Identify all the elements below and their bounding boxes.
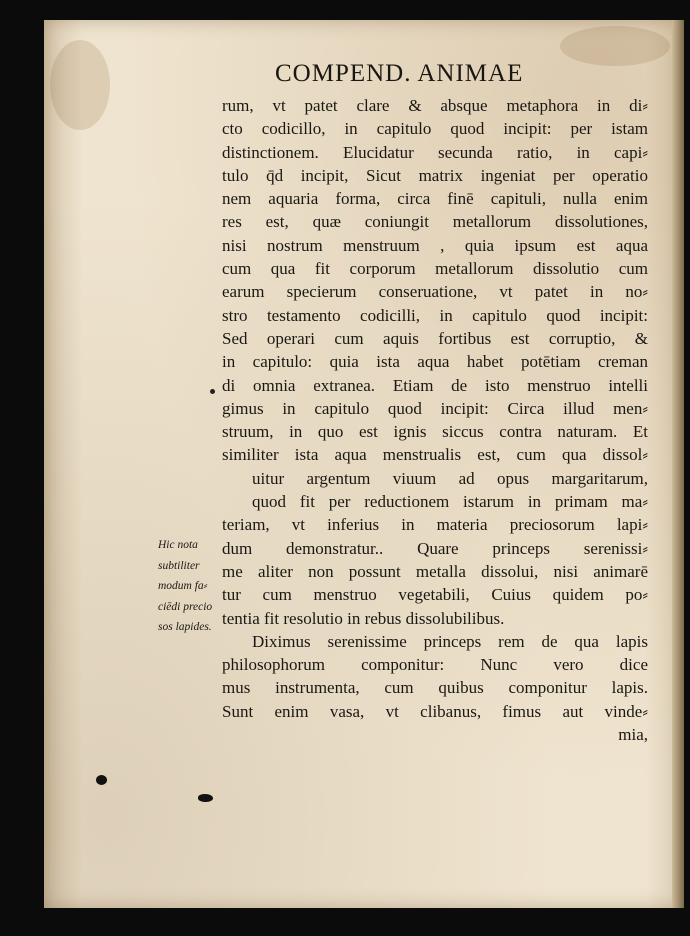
text-line: di omnia extranea. Etiam de isto menstruo intelli xyxy=(222,375,648,395)
text-line: gimus in capitulo quod incipit: Circa illud men⸗ xyxy=(222,398,648,418)
text-line: quod fit per reductionem istarum in primam ma⸗ xyxy=(252,492,648,512)
text-line: struum, in quo est ignis siccus contra naturam. Et xyxy=(222,422,648,442)
margin-dot-mark xyxy=(210,389,215,394)
text-line: stro testamento codicilli, in capitulo quod incipit: xyxy=(222,305,648,325)
text-line: rum, vt patet clare & absque metaphora in di⸗ xyxy=(222,96,648,115)
paper-stain xyxy=(560,26,670,66)
text-line: similiter ista aqua menstrualis est, cum qua dissol⸗ xyxy=(222,445,648,465)
text-line: mus instrumenta, cum quibus componitur lapis. xyxy=(222,678,648,698)
running-head: COMPEND. ANIMAE xyxy=(275,60,524,87)
margin-note-line: modum fa⸗ xyxy=(158,580,208,592)
text-line: earum specierum conseruatione, vt patet in no⸗ xyxy=(222,282,648,302)
text-line: me aliter non possunt metalla dissolui, nisi animarē xyxy=(222,561,648,581)
body-text xyxy=(222,94,648,746)
text-line: in capitulo: quia ista aqua habet potētiam creman xyxy=(222,352,648,372)
text-line: tur cum menstruo vegetabili, Cuius quidem po⸗ xyxy=(222,585,648,605)
page-edge xyxy=(672,20,684,908)
text-line: philosophorum componitur: Nunc vero dice xyxy=(222,655,648,675)
text-line: Diximus serenissime princeps rem de qua lapis xyxy=(252,631,648,651)
paper-stain xyxy=(50,40,110,130)
margin-note-line: Hic nota xyxy=(158,539,198,551)
text-line: nem aquaria forma, circa finē capituli, nulla enim xyxy=(222,189,648,209)
text-line: Sed operari cum aquis fortibus est corruptio, & xyxy=(222,328,648,348)
text-line: Sunt enim vasa, vt clibanus, fimus aut vinde⸗ xyxy=(222,701,648,721)
text-line: cto codicillo, in capitulo quod incipit: per istam xyxy=(222,119,648,139)
text-line: dum demonstratur.. Quare princeps serenissi⸗ xyxy=(222,538,648,558)
text-line: tulo q̄d incipit, Sicut matrix ingeniat per operatio xyxy=(222,165,648,185)
text-line: uitur argentum viuum ad opus margaritarum, xyxy=(252,468,648,488)
text-line: tentia fit resolutio in rebus dissolubilibus. xyxy=(222,608,505,628)
text-line: nisi nostrum menstruum , quia ipsum est aqua xyxy=(222,235,648,255)
ink-blot xyxy=(96,775,107,785)
text-line: teriam, vt inferius in materia preciosorum lapi⸗ xyxy=(222,515,648,535)
margin-note-line: subtiliter xyxy=(158,559,200,572)
text-line: distinctionem. Elucidatur secunda ratio, in capi⸗ xyxy=(222,142,648,162)
margin-note xyxy=(158,535,228,638)
ink-blot xyxy=(198,794,213,802)
margin-note-line: sos lapides. xyxy=(158,621,212,633)
text-line: res est, quæ coniungit metallorum dissolutiones, xyxy=(222,212,648,232)
margin-note-line: ciēdi precio xyxy=(158,600,213,613)
text-line: cum qua fit corporum metallorum dissolutio cum xyxy=(222,259,648,279)
catchword: mia, xyxy=(618,725,648,745)
